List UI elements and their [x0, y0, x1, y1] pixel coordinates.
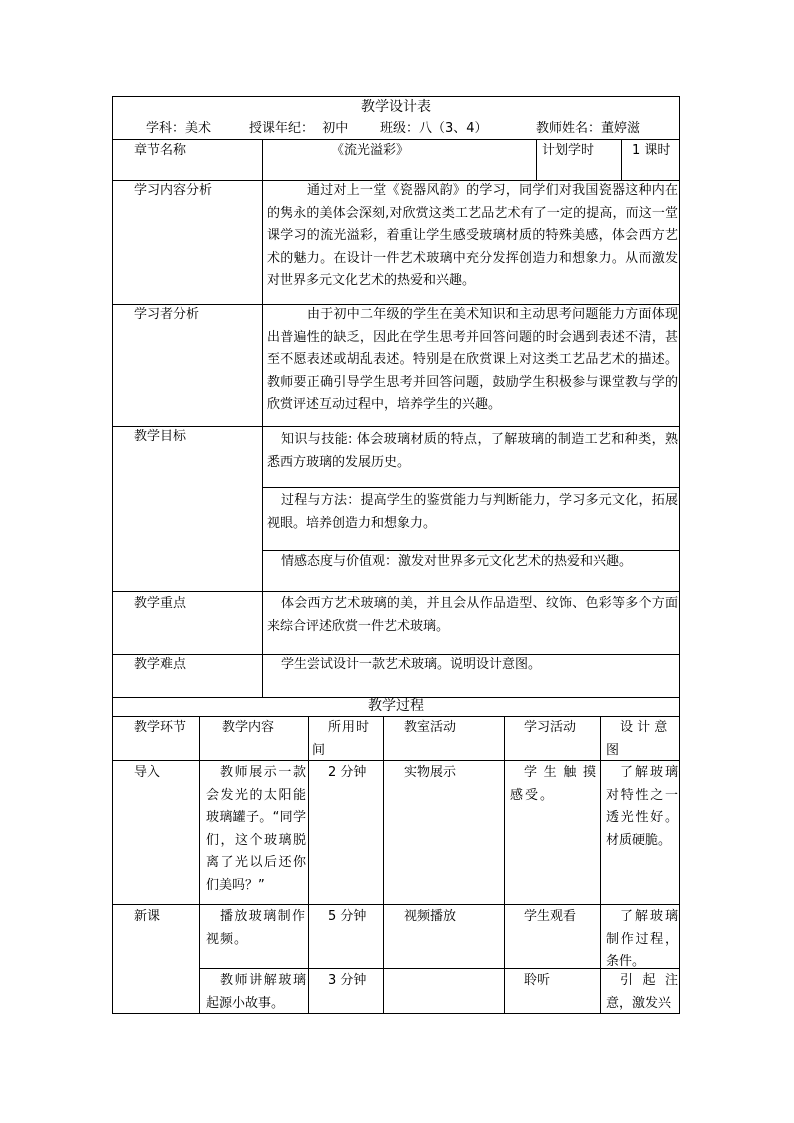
rule [112, 591, 680, 592]
rule [383, 716, 384, 1014]
header-time: 所用时间 [312, 720, 371, 758]
process-title: 教学过程 [368, 698, 424, 714]
row3-content: 教师讲解玻璃起源小故事。 [206, 973, 306, 1011]
learner-analysis-text: 由于初中二年级的学生在美术知识和主动思考问题能力方面体现出普遍性的缺乏，因此在学生思考并回答问题的时会遇到表述不清，甚至不愿表述或胡乱表述。特别是在欣赏课上对这类工艺品艺术的描述。教师要正确引导学生思考并回答问题，鼓励学生积极参与课堂教与学的欣赏评述互动过程中，培养学生的兴趣。 [267, 307, 678, 412]
chapter-name: 《流光溢彩》 [331, 143, 410, 158]
content-analysis-text: 通过对上一堂《瓷器风韵》的学习，同学们对我国瓷器这种内在的隽永的美体会深刻,对欣赏这类工艺品艺术有了一定的提高，而这一堂课学习的流光溢彩，着重让学生感受玻璃材质的特殊美感，体会西方艺术的魅力。在设计一件艺术玻璃中充分发挥创造力和想象力。从而激发对世界多元文化艺术的热爱和兴趣。 [267, 183, 678, 288]
plan-hours-label: 计划学时 [542, 143, 595, 158]
row1-content: 教师展示一款会发光的太阳能玻璃罐子。“同学们，这个玻璃脱离了光以后还你们美吗？” [206, 765, 306, 893]
document-title: 教学设计表 [361, 99, 431, 115]
content-analysis-label: 学习内容分析 [134, 183, 213, 198]
key-points-label: 教学重点 [134, 596, 187, 611]
row1-student-activity: 学生触摸感受。 [510, 765, 598, 803]
rule [112, 96, 113, 1014]
rule [621, 139, 622, 180]
row2-time: 5 分钟 [328, 909, 367, 924]
row1-stage: 导入 [134, 765, 161, 780]
row3-student-activity: 聆听 [524, 973, 551, 988]
row1-teacher-activity: 实物展示 [404, 765, 457, 780]
header-design-intent: 设 计 意 图 [606, 720, 672, 758]
grade-field: 授课年纪： 初中 [249, 121, 349, 136]
rule [504, 716, 505, 1014]
row1-design-intent: 了解玻璃对特性之一透光性好。材质硬脆。 [606, 765, 678, 848]
lesson-design-table [112, 96, 680, 1014]
rule [112, 760, 680, 761]
learner-analysis-label: 学习者分析 [134, 307, 200, 322]
rule [536, 139, 537, 180]
rule [308, 716, 309, 1014]
row1-time: 2 分钟 [328, 765, 367, 780]
rule [199, 716, 200, 1014]
rule [679, 96, 680, 1014]
row3-design-intent: 引起注意，激发兴 [606, 973, 678, 1011]
objective-attitude: 情感态度与价值观：激发对世界多元文化艺术的热爱和兴趣。 [281, 554, 633, 569]
header-teacher-activity: 教室活动 [404, 720, 457, 735]
rule [112, 904, 680, 905]
header-content: 教学内容 [222, 720, 275, 735]
row2-content: 播放玻璃制作视频。 [206, 909, 306, 947]
rule [112, 1013, 680, 1014]
rule [262, 139, 263, 697]
objective-knowledge: 知识与技能: 体会玻璃材质的特点，了解玻璃的制造工艺和种类，熟悉西方玻璃的发展历史。 [267, 432, 678, 470]
rule [262, 487, 680, 488]
row2-design-intent: 了解玻璃制作过程，条件。 [606, 909, 678, 969]
header-info-row [112, 118, 680, 139]
row3-time: 3 分钟 [328, 973, 367, 988]
objective-process: 过程与方法：提高学生的鉴赏能力与判断能力，学习多元文化，拓展视眼。培养创造力和想象力。 [267, 493, 678, 531]
objectives-label: 教学目标 [134, 429, 187, 444]
chapter-label: 章节名称 [134, 143, 187, 158]
key-points-text: 体会西方艺术玻璃的美，并且会从作品造型、纹饰、色彩等多个方面来综合评述欣赏一件艺术玻璃。 [267, 596, 678, 634]
header-student-activity: 学习活动 [524, 720, 577, 735]
row2-student-activity: 学生观看 [524, 909, 577, 924]
plan-hours-value: 1 课时 [632, 143, 671, 158]
rule [600, 716, 601, 1014]
class-field: 班级：八（3、4） [380, 121, 488, 136]
subject-field: 学科：美术 [146, 121, 212, 136]
header-stage: 教学环节 [134, 720, 187, 735]
row2-teacher-activity: 视频播放 [404, 909, 457, 924]
difficulties-label: 教学难点 [134, 657, 187, 672]
teacher-field: 教师姓名：董婷滋 [536, 121, 641, 136]
row2-stage: 新课 [134, 909, 161, 924]
difficulties-text: 学生尝试设计一款艺术玻璃。说明设计意图。 [281, 657, 542, 672]
